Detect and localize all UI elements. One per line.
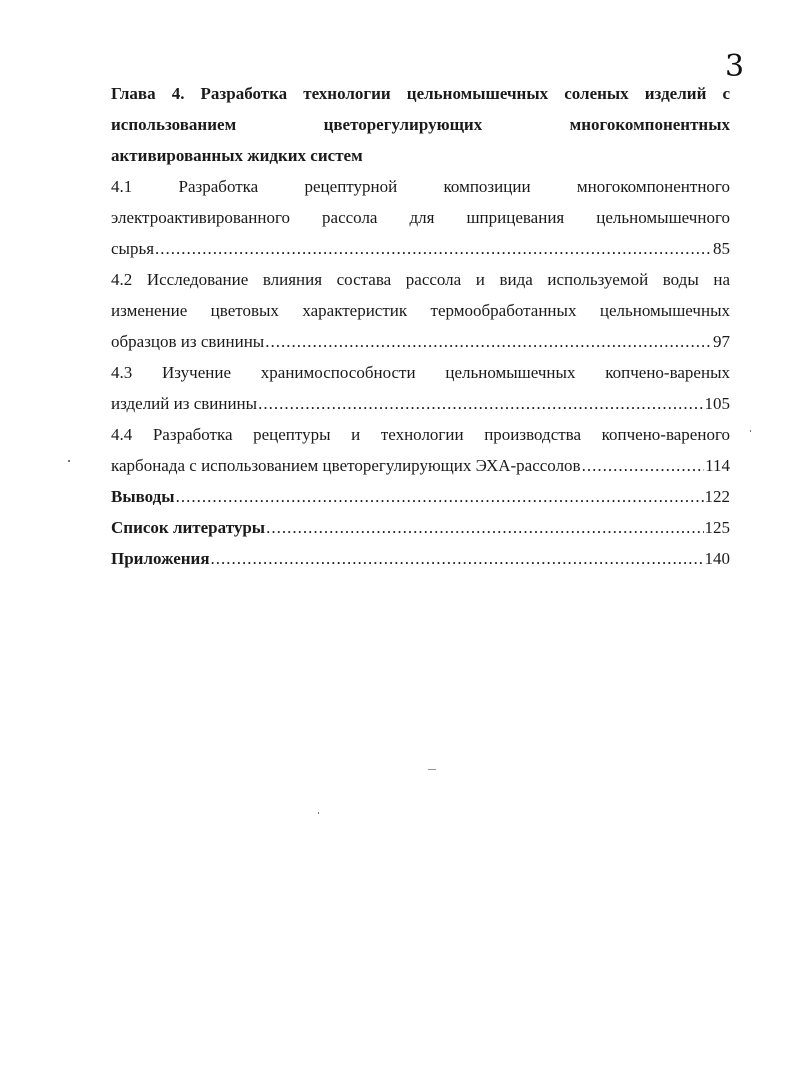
toc-section-4-2 <box>111 264 730 357</box>
toc-section-last-line <box>111 233 730 264</box>
toc-references <box>111 512 730 543</box>
toc-entry-title: Приложения <box>111 549 210 568</box>
toc-section-text: образцов из свинины <box>111 332 265 351</box>
toc-page-number: 85 <box>713 239 730 258</box>
toc-appendices <box>111 543 730 574</box>
toc-leader-dots <box>211 543 704 574</box>
toc-section-line: электроактивированного рассола для шприцевания цельномышечного <box>111 208 730 227</box>
chapter-title-line-2: использованием цветорегулирующих многокомпонентных <box>111 115 730 134</box>
toc-section-line: 4.4 Разработка рецептуры и технологии производства копчено-вареного <box>111 425 730 444</box>
toc-section-4-3 <box>111 357 730 419</box>
toc-section-line: 4.1 Разработка рецептурной композиции многокомпонентного <box>111 177 730 196</box>
scan-speck <box>318 812 319 814</box>
toc-section-line: 4.3 Изучение хранимоспособности цельномышечных копчено-вареных <box>111 363 730 382</box>
toc-page-number: 140 <box>704 549 730 568</box>
toc-entry-title: Список литературы <box>111 518 266 537</box>
toc-section-text: сырья <box>111 239 155 258</box>
toc-page-number: 114 <box>705 456 730 475</box>
chapter-title-line-1: Глава 4. Разработка технологии цельномышечных соленых изделий с <box>111 84 730 103</box>
toc-section-last-line <box>111 326 730 357</box>
toc-conclusions <box>111 481 730 512</box>
toc-section-4-4 <box>111 419 730 481</box>
toc-leader-dots <box>176 481 704 512</box>
toc-section-last-line <box>111 388 730 419</box>
handwritten-page-mark: 3 <box>725 49 745 84</box>
scan-speck <box>750 430 751 432</box>
toc-page-number: 125 <box>704 518 730 537</box>
toc-page-number: 122 <box>704 487 730 506</box>
toc-section-line: 4.2 Исследование влияния состава рассола и вида используемой воды на <box>111 270 730 289</box>
scan-speck <box>68 460 70 462</box>
toc-leader-dots <box>265 326 712 357</box>
toc-leader-dots <box>155 233 712 264</box>
toc-leader-dots <box>258 388 703 419</box>
toc-section-text: карбонада с использованием цветорегулирующих ЭХА-рассолов <box>111 456 581 475</box>
toc-section-text: изделий из свинины <box>111 394 258 413</box>
toc-leader-dots <box>266 512 703 543</box>
toc-leader-dots <box>582 450 705 481</box>
toc-page-number: 97 <box>713 332 730 351</box>
scan-speck <box>428 769 436 770</box>
chapter-title-line-3: активированных жидких систем <box>111 146 363 165</box>
toc-section-line: изменение цветовых характеристик термообработанных цельномышечных <box>111 301 730 320</box>
table-of-contents <box>111 78 730 574</box>
toc-entry-title: Выводы <box>111 487 175 506</box>
toc-section-last-line <box>111 450 730 481</box>
toc-section-4-1 <box>111 171 730 264</box>
toc-page-number: 105 <box>704 394 730 413</box>
